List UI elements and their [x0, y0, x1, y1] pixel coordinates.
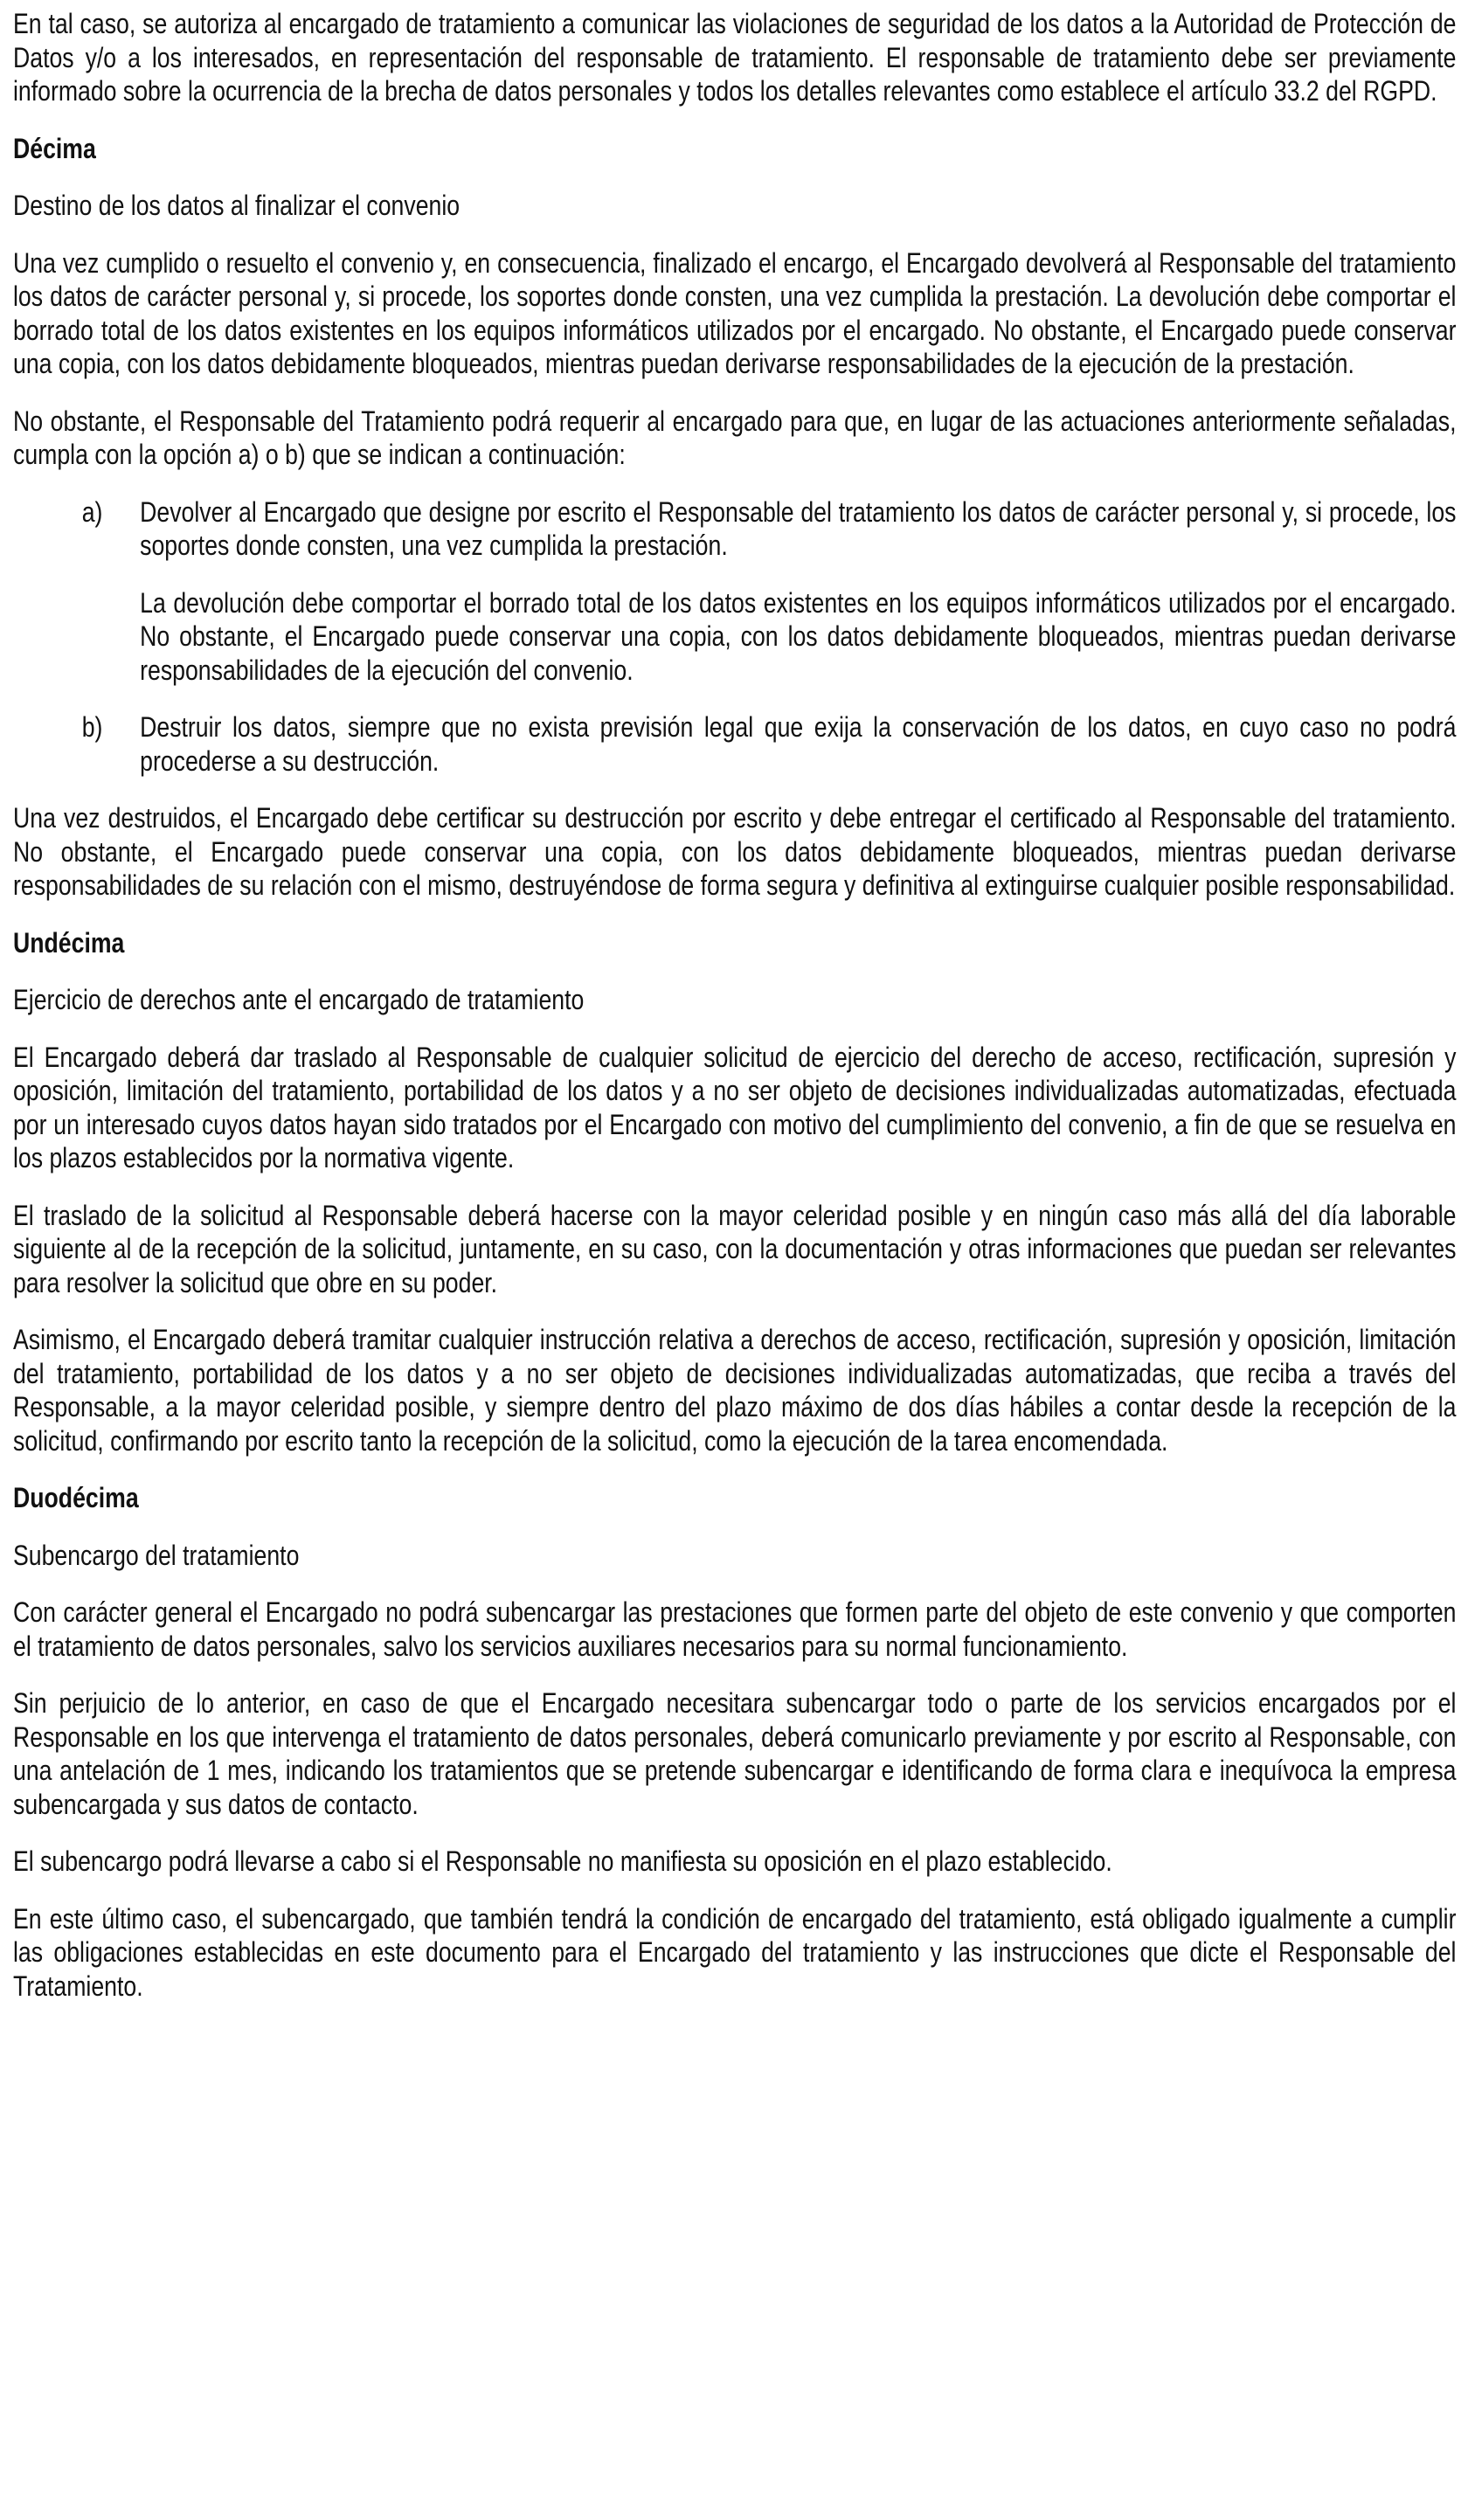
- paragraph: Una vez cumplido o resuelto el convenio y, en consecuencia, finalizado el encargo, el Encargado devolverá al Responsable del tratamiento los datos de carácter personal y, si procede, los soportes donde consten, una vez cumplida la prestación. La devolución debe comportar el borrado total de los datos existentes en los equipos informáticos utilizados por el encargado. No obstante, el Encargado puede conservar una copia, con los datos debidamente bloqueados, mientras puedan derivarse responsabilidades de la ejecución de la prestación.: [13, 246, 1457, 379]
- list-item-text: La devolución debe comportar el borrado total de los datos existentes en los equipos informáticos utilizados por el encargado. No obstante, el Encargado puede conservar una copia, con los datos debidamente bloqueados, mientras puedan derivarse responsabilidades de la ejecución del convenio.: [140, 586, 1457, 686]
- paragraph: El Encargado deberá dar traslado al Responsable de cualquier solicitud de ejercicio del derecho de acceso, rectificación, supresión y oposición, limitación del tratamiento, portabilidad de los datos y a no ser objeto de decisiones individualizadas automatizadas, efectuada por un interesado cuyos datos hayan sido tratados por el Encargado con motivo del cumplimiento del convenio, a fin de que se resuelva en los plazos establecidos por la normativa vigente.: [13, 1041, 1457, 1173]
- clause-subtitle: Destino de los datos al finalizar el convenio: [13, 190, 460, 221]
- paragraph: El subencargo podrá llevarse a cabo si el Responsable no manifiesta su oposición en el plazo establecido.: [13, 1845, 1112, 1877]
- paragraph: No obstante, el Responsable del Tratamiento podrá requerir al encargado para que, en lugar de las actuaciones anteriormente señaladas, cumpla con la opción a) o b) que se indican a continuación:: [13, 405, 1457, 470]
- list-label: b): [81, 711, 103, 743]
- paragraph: Sin perjuicio de lo anterior, en caso de que el Encargado necesitara subencargar todo o parte de los servicios encargados por el Responsable en los que intervenga el tratamiento de datos personales, deberá comunicarlo previamente y por escrito al Responsable, con una antelación de 1 mes, indicando los tratamientos que se pretende subencargar e identificando de forma clara e inequívoca la empresa subencargada y sus datos de contacto.: [13, 1687, 1457, 1820]
- clause-decima: [13, 132, 1456, 903]
- list-label: a): [81, 495, 103, 528]
- clause-subtitle: Ejercicio de derechos ante el encargado de tratamiento: [13, 984, 585, 1015]
- clause-undecima: [13, 926, 1456, 1458]
- paragraph: Con carácter general el Encargado no podrá subencargar las prestaciones que formen parte del objeto de este convenio y que comporten el tratamiento de datos personales, salvo los servicios auxiliares necesarios para su normal funcionamiento.: [13, 1596, 1457, 1662]
- list-item-b: [13, 710, 1456, 778]
- paragraph: Una vez destruidos, el Encargado debe certificar su destrucción por escrito y debe entregar el certificado al Responsable del tratamiento. No obstante, el Encargado puede conservar una copia, con los datos debidamente bloqueados, mientras puedan derivarse responsabilidades de su relación con el mismo, destruyéndose de forma segura y definitiva al extinguirse cualquier posible responsabilidad.: [13, 802, 1457, 901]
- paragraph: Asimismo, el Encargado deberá tramitar cualquier instrucción relativa a derechos de acceso, rectificación, supresión y oposición, limitación del tratamiento, portabilidad de los datos y a no ser objeto de decisiones individualizadas automatizadas, que reciba a través del Responsable, a la mayor celeridad posible, y siempre dentro del plazo máximo de dos días hábiles a contar desde la recepción de la solicitud, confirmando por escrito tanto la recepción de la solicitud, como la ejecución de la tarea encomendada.: [13, 1324, 1457, 1457]
- document-body: [13, 7, 1456, 2003]
- clause-subtitle: Subencargo del tratamiento: [13, 1539, 300, 1571]
- paragraph: En tal caso, se autoriza al encargado de tratamiento a comunicar las violaciones de seguridad de los datos a la Autoridad de Protección de Datos y/o a los interesados, en representación del responsable de tratamiento. El responsable de tratamiento debe ser previamente informado sobre la ocurrencia de la brecha de datos personales y todos los detalles relevantes como establece el artículo 33.2 del RGPD.: [13, 8, 1457, 107]
- list-item-a: [13, 495, 1456, 688]
- list-item-text: Destruir los datos, siempre que no exista previsión legal que exija la conservación de los datos, en cuyo caso no podrá procederse a su destrucción.: [140, 711, 1457, 777]
- clause-heading: Décima: [13, 132, 96, 164]
- paragraph: En este último caso, el subencargado, que también tendrá la condición de encargado del tratamiento, está obligado igualmente a cumplir las obligaciones establecidas en este documento para el Encargado del tratamiento y las instrucciones que dicte el Responsable del Tratamiento.: [13, 1902, 1457, 2002]
- clause-heading: Duodécima: [13, 1482, 139, 1513]
- document-page: [13, 7, 1457, 2026]
- paragraph: El traslado de la solicitud al Responsable deberá hacerse con la mayor celeridad posible y en ningún caso más allá del día laborable siguiente al de la recepción de la solicitud, juntamente, en su caso, con la documentación y otras informaciones que puedan ser relevantes para resolver la solicitud que obre en su poder.: [13, 1199, 1457, 1298]
- clause-heading: Undécima: [13, 926, 125, 959]
- clause-duodecima: [13, 1481, 1456, 2003]
- list-item-text: Devolver al Encargado que designe por escrito el Responsable del tratamiento los datos de carácter personal y, si procede, los soportes donde consten, una vez cumplida la prestación.: [140, 495, 1457, 561]
